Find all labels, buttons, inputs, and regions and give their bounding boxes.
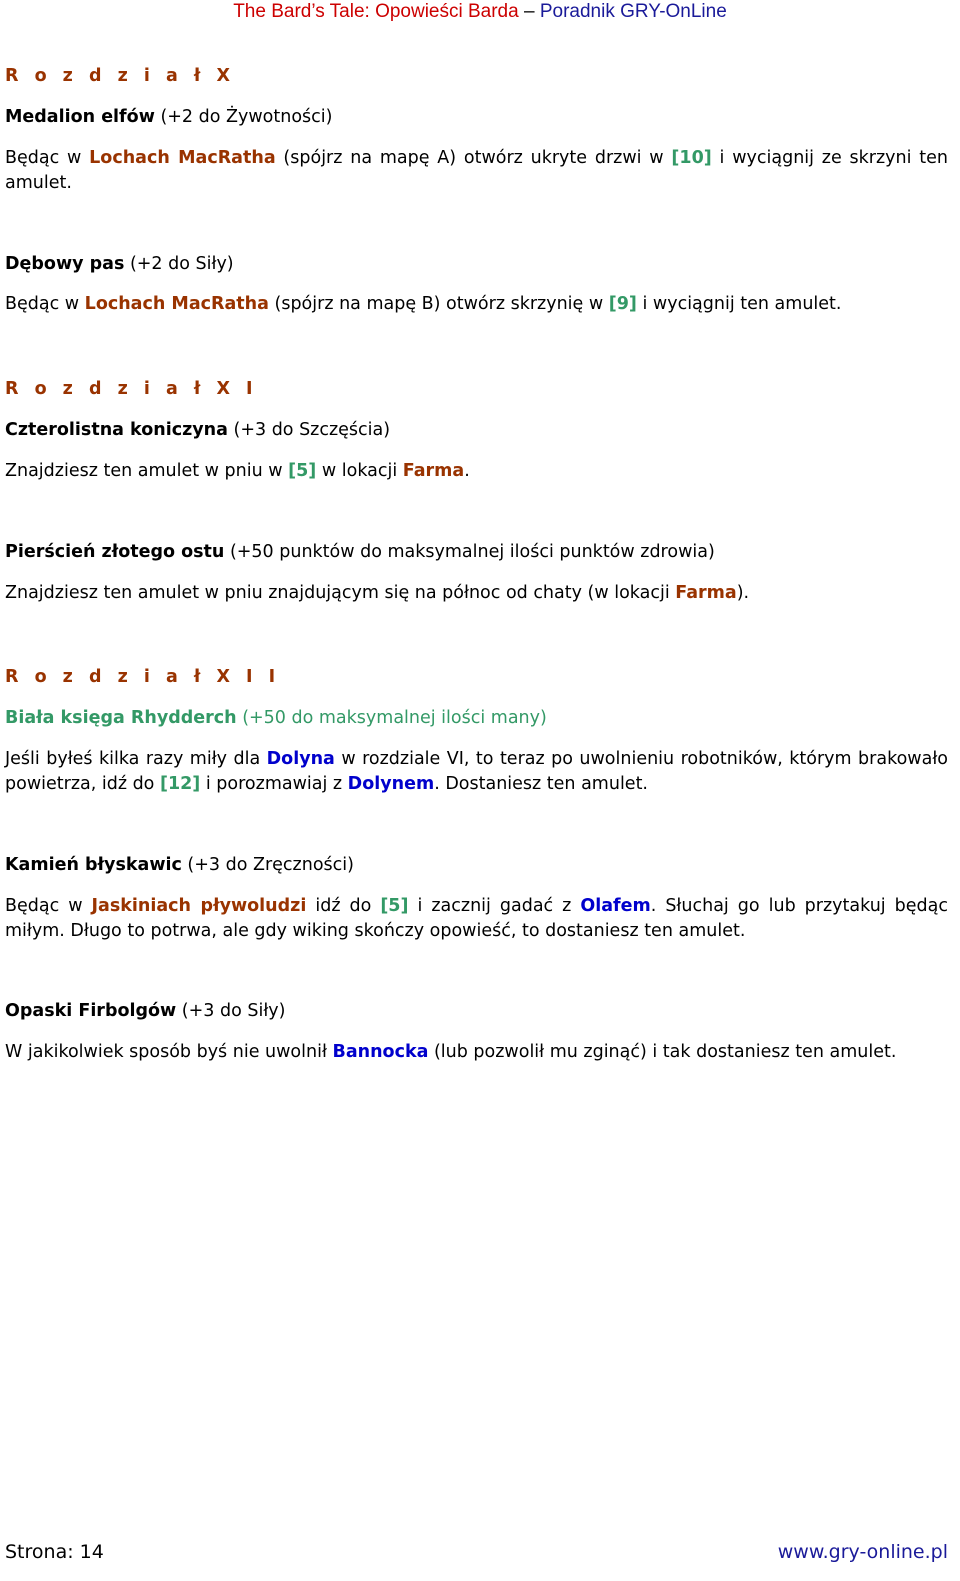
- item-description: [5, 146, 948, 196]
- header-separator: –: [523, 1, 535, 22]
- item-name: Biała księga Rhydderch: [5, 708, 237, 728]
- item-description: [5, 292, 948, 317]
- text: (spójrz na mapę A) otwórz ukryte drzwi w: [275, 148, 672, 168]
- item-bonus: (+3 do Siły): [176, 1001, 286, 1021]
- text: ).: [736, 583, 750, 603]
- item-name: Opaski Firbolgów: [5, 1001, 177, 1021]
- page-footer: [5, 1540, 948, 1566]
- item-title: [5, 999, 948, 1024]
- text: (lub pozwolił mu zginąć) i tak dostaniesz ten amulet.: [428, 1042, 897, 1062]
- text: Będąc w: [5, 896, 92, 916]
- map-marker: [12]: [159, 774, 201, 794]
- text: Znajdziesz ten amulet w pniu w: [5, 461, 289, 481]
- location-name: Lochach MacRatha: [89, 148, 276, 168]
- text: .: [464, 461, 470, 481]
- item-description: [5, 747, 948, 797]
- map-marker: [10]: [671, 148, 712, 168]
- item-name: Kamień błyskawic: [5, 855, 182, 875]
- map-marker: [5]: [288, 461, 317, 481]
- map-marker: [5]: [380, 896, 409, 916]
- item-name: Dębowy pas: [5, 254, 125, 274]
- item-title: [5, 540, 948, 565]
- text: Jeśli byłeś kilka razy miły dla: [5, 749, 267, 769]
- npc-name: Dolyna: [266, 749, 335, 769]
- page-number: Strona: 14: [5, 1541, 104, 1563]
- text: Będąc w: [5, 294, 85, 314]
- item-title: [5, 706, 948, 731]
- location-name: Jaskiniach pływoludzi: [91, 896, 307, 916]
- item-description: [5, 459, 948, 484]
- item-bonus: (+3 do Szczęścia): [227, 420, 391, 440]
- header-game-title: The Bard’s Tale: Opowieści Barda: [233, 1, 519, 22]
- item-description: [5, 1040, 948, 1065]
- item-bonus: (+50 do maksymalnej ilości many): [236, 708, 547, 728]
- item-bonus: (+50 punktów do maksymalnej ilości punktów zdrowia): [224, 542, 715, 562]
- item-name: Czterolistna koniczyna: [5, 420, 228, 440]
- text: . Dostaniesz ten amulet.: [434, 774, 648, 794]
- text: w rozdziale VI, to teraz po uwolnieniu robotników, którym brakowało powietrza, idź do: [5, 749, 949, 794]
- item-bonus: (+2 do Siły): [124, 254, 234, 274]
- item-title: [5, 418, 948, 443]
- item-name: Medalion elfów: [5, 107, 155, 127]
- text: W jakikolwiek sposób byś nie uwolnił: [5, 1042, 333, 1062]
- npc-name: Bannocka: [332, 1042, 429, 1062]
- text: idź do: [306, 896, 381, 916]
- item-title: [5, 252, 948, 277]
- location-name: Farma: [675, 583, 737, 603]
- map-marker: [9]: [608, 294, 637, 314]
- text: i zacznij gadać z: [408, 896, 581, 916]
- item-bonus: (+2 do Żywotności): [154, 107, 333, 127]
- text: Znajdziesz ten amulet w pniu znajdującym się na północ od chaty (w lokacji: [5, 583, 676, 603]
- item-title: [5, 853, 948, 878]
- chapter-heading-xi: R o z d z i a ł X I: [5, 379, 258, 399]
- site-url-link[interactable]: www.gry-online.pl: [777, 1541, 948, 1563]
- npc-name: Dolynem: [347, 774, 435, 794]
- text: w lokacji: [316, 461, 403, 481]
- text: i porozmawiaj z: [200, 774, 348, 794]
- text: (spójrz na mapę B) otwórz skrzynię w: [268, 294, 609, 314]
- item-name: Pierścień złotego ostu: [5, 542, 225, 562]
- text: . Słuchaj go lub przytakuj będąc miłym. Długo to potrwa, ale gdy wiking skończy opowieść, to dostaniesz ten amulet.: [5, 896, 948, 941]
- text: Będąc w: [5, 148, 90, 168]
- item-description: [5, 894, 948, 944]
- location-name: Lochach MacRatha: [84, 294, 269, 314]
- page-header: [0, 0, 960, 26]
- npc-name: Olafem: [580, 896, 651, 916]
- header-site-title: Poradnik GRY-OnLine: [539, 1, 727, 22]
- item-bonus: (+3 do Zręczności): [181, 855, 354, 875]
- location-name: Farma: [402, 461, 465, 481]
- item-description: [5, 581, 948, 606]
- text: i wyciągnij ten amulet.: [636, 294, 842, 314]
- chapter-heading-x: R o z d z i a ł X: [5, 66, 235, 86]
- item-title: [5, 105, 948, 130]
- text: i wyciągnij ze skrzyni ten amulet.: [5, 148, 949, 193]
- chapter-heading-xii: R o z d z i a ł X I I: [5, 667, 281, 687]
